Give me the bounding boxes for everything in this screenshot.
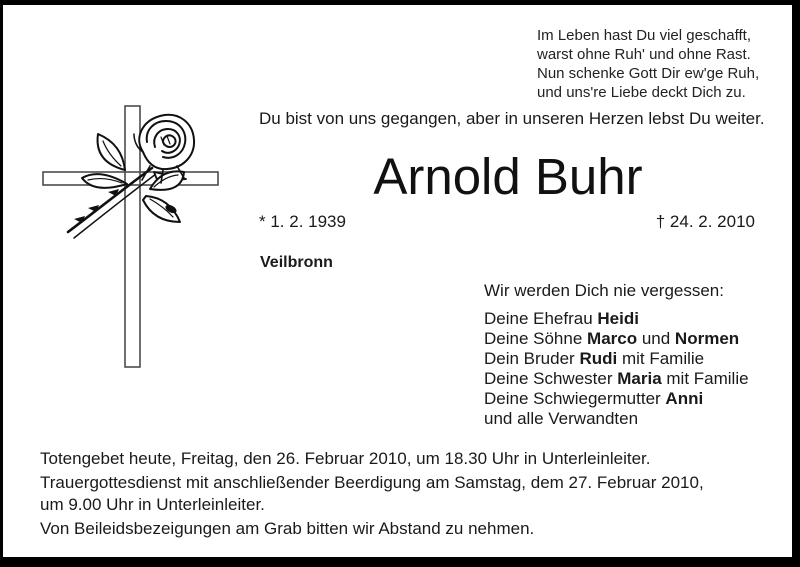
mourner-line xyxy=(484,329,749,349)
mourner-text: Dein Bruder xyxy=(484,349,580,368)
mourner-name: Normen xyxy=(674,329,740,348)
announcement-paragraph xyxy=(40,472,704,517)
announcement-line: Totengebet heute, Freitag, den 26. Februar 2010, um 18.30 Uhr in Unterleinleiter. xyxy=(40,449,651,468)
mourner-line xyxy=(484,349,749,369)
mourner-name: Anni xyxy=(665,389,704,408)
poem-line: und uns're Liebe deckt Dich zu. xyxy=(537,84,746,101)
mourner-name: Maria xyxy=(617,369,662,388)
mourner-name: Rudi xyxy=(579,349,618,368)
announcement-line: um 9.00 Uhr in Unterleinleiter. xyxy=(40,495,265,514)
mourner-text: mit Familie xyxy=(617,349,705,368)
deceased-name: Arnold Buhr xyxy=(373,148,643,205)
death-date: † 24. 2. 2010 xyxy=(655,212,755,231)
announcement-paragraph xyxy=(40,518,704,541)
announcement-line: Von Beileidsbezeigungen am Grab bitten wir Abstand zu nehmen. xyxy=(40,518,535,538)
mourner-name: Heidi xyxy=(597,309,639,328)
cross-and-rose-art xyxy=(30,90,230,370)
mourner-text: und xyxy=(637,329,675,348)
announcement-line: Trauergottesdienst mit anschließender Beerdigung am Samstag, dem 27. Februar 2010, xyxy=(40,472,704,492)
mourner-text: Deine Ehefrau xyxy=(484,309,598,328)
birth-date: * 1. 2. 1939 xyxy=(259,212,346,231)
mourners-section xyxy=(484,281,749,429)
mourners-intro: Wir werden Dich nie vergessen: xyxy=(484,281,724,300)
mourner-name: Marco xyxy=(587,329,638,348)
rose-icon xyxy=(68,115,194,238)
poem-line: warst ohne Ruh' und ohne Rast. xyxy=(537,46,751,63)
mourner-text: Deine Schwester xyxy=(484,369,618,388)
mourner-line xyxy=(484,369,749,389)
mourner-text: Deine Schwiegermutter xyxy=(484,389,666,408)
announcements xyxy=(40,448,704,541)
announcement-paragraph xyxy=(40,448,704,471)
mourner-line xyxy=(484,409,749,429)
mourner-line xyxy=(484,389,749,409)
mourners-list xyxy=(484,309,749,429)
mourner-text: mit Familie xyxy=(661,369,749,388)
place-name: Veilbronn xyxy=(260,254,333,271)
poem-line: Im Leben hast Du viel geschafft, xyxy=(537,27,752,44)
obituary-page xyxy=(3,5,792,557)
mourner-text: und alle Verwandten xyxy=(484,409,639,428)
mourner-text: Deine Söhne xyxy=(484,329,588,348)
mourner-line xyxy=(484,309,749,329)
memorial-poem xyxy=(537,26,759,102)
life-dates xyxy=(259,212,755,232)
poem-line: Nun schenke Gott Dir ew'ge Ruh, xyxy=(537,65,760,82)
epigraph-line: Du bist von uns gegangen, aber in unseren Herzen lebst Du weiter. xyxy=(259,109,765,128)
